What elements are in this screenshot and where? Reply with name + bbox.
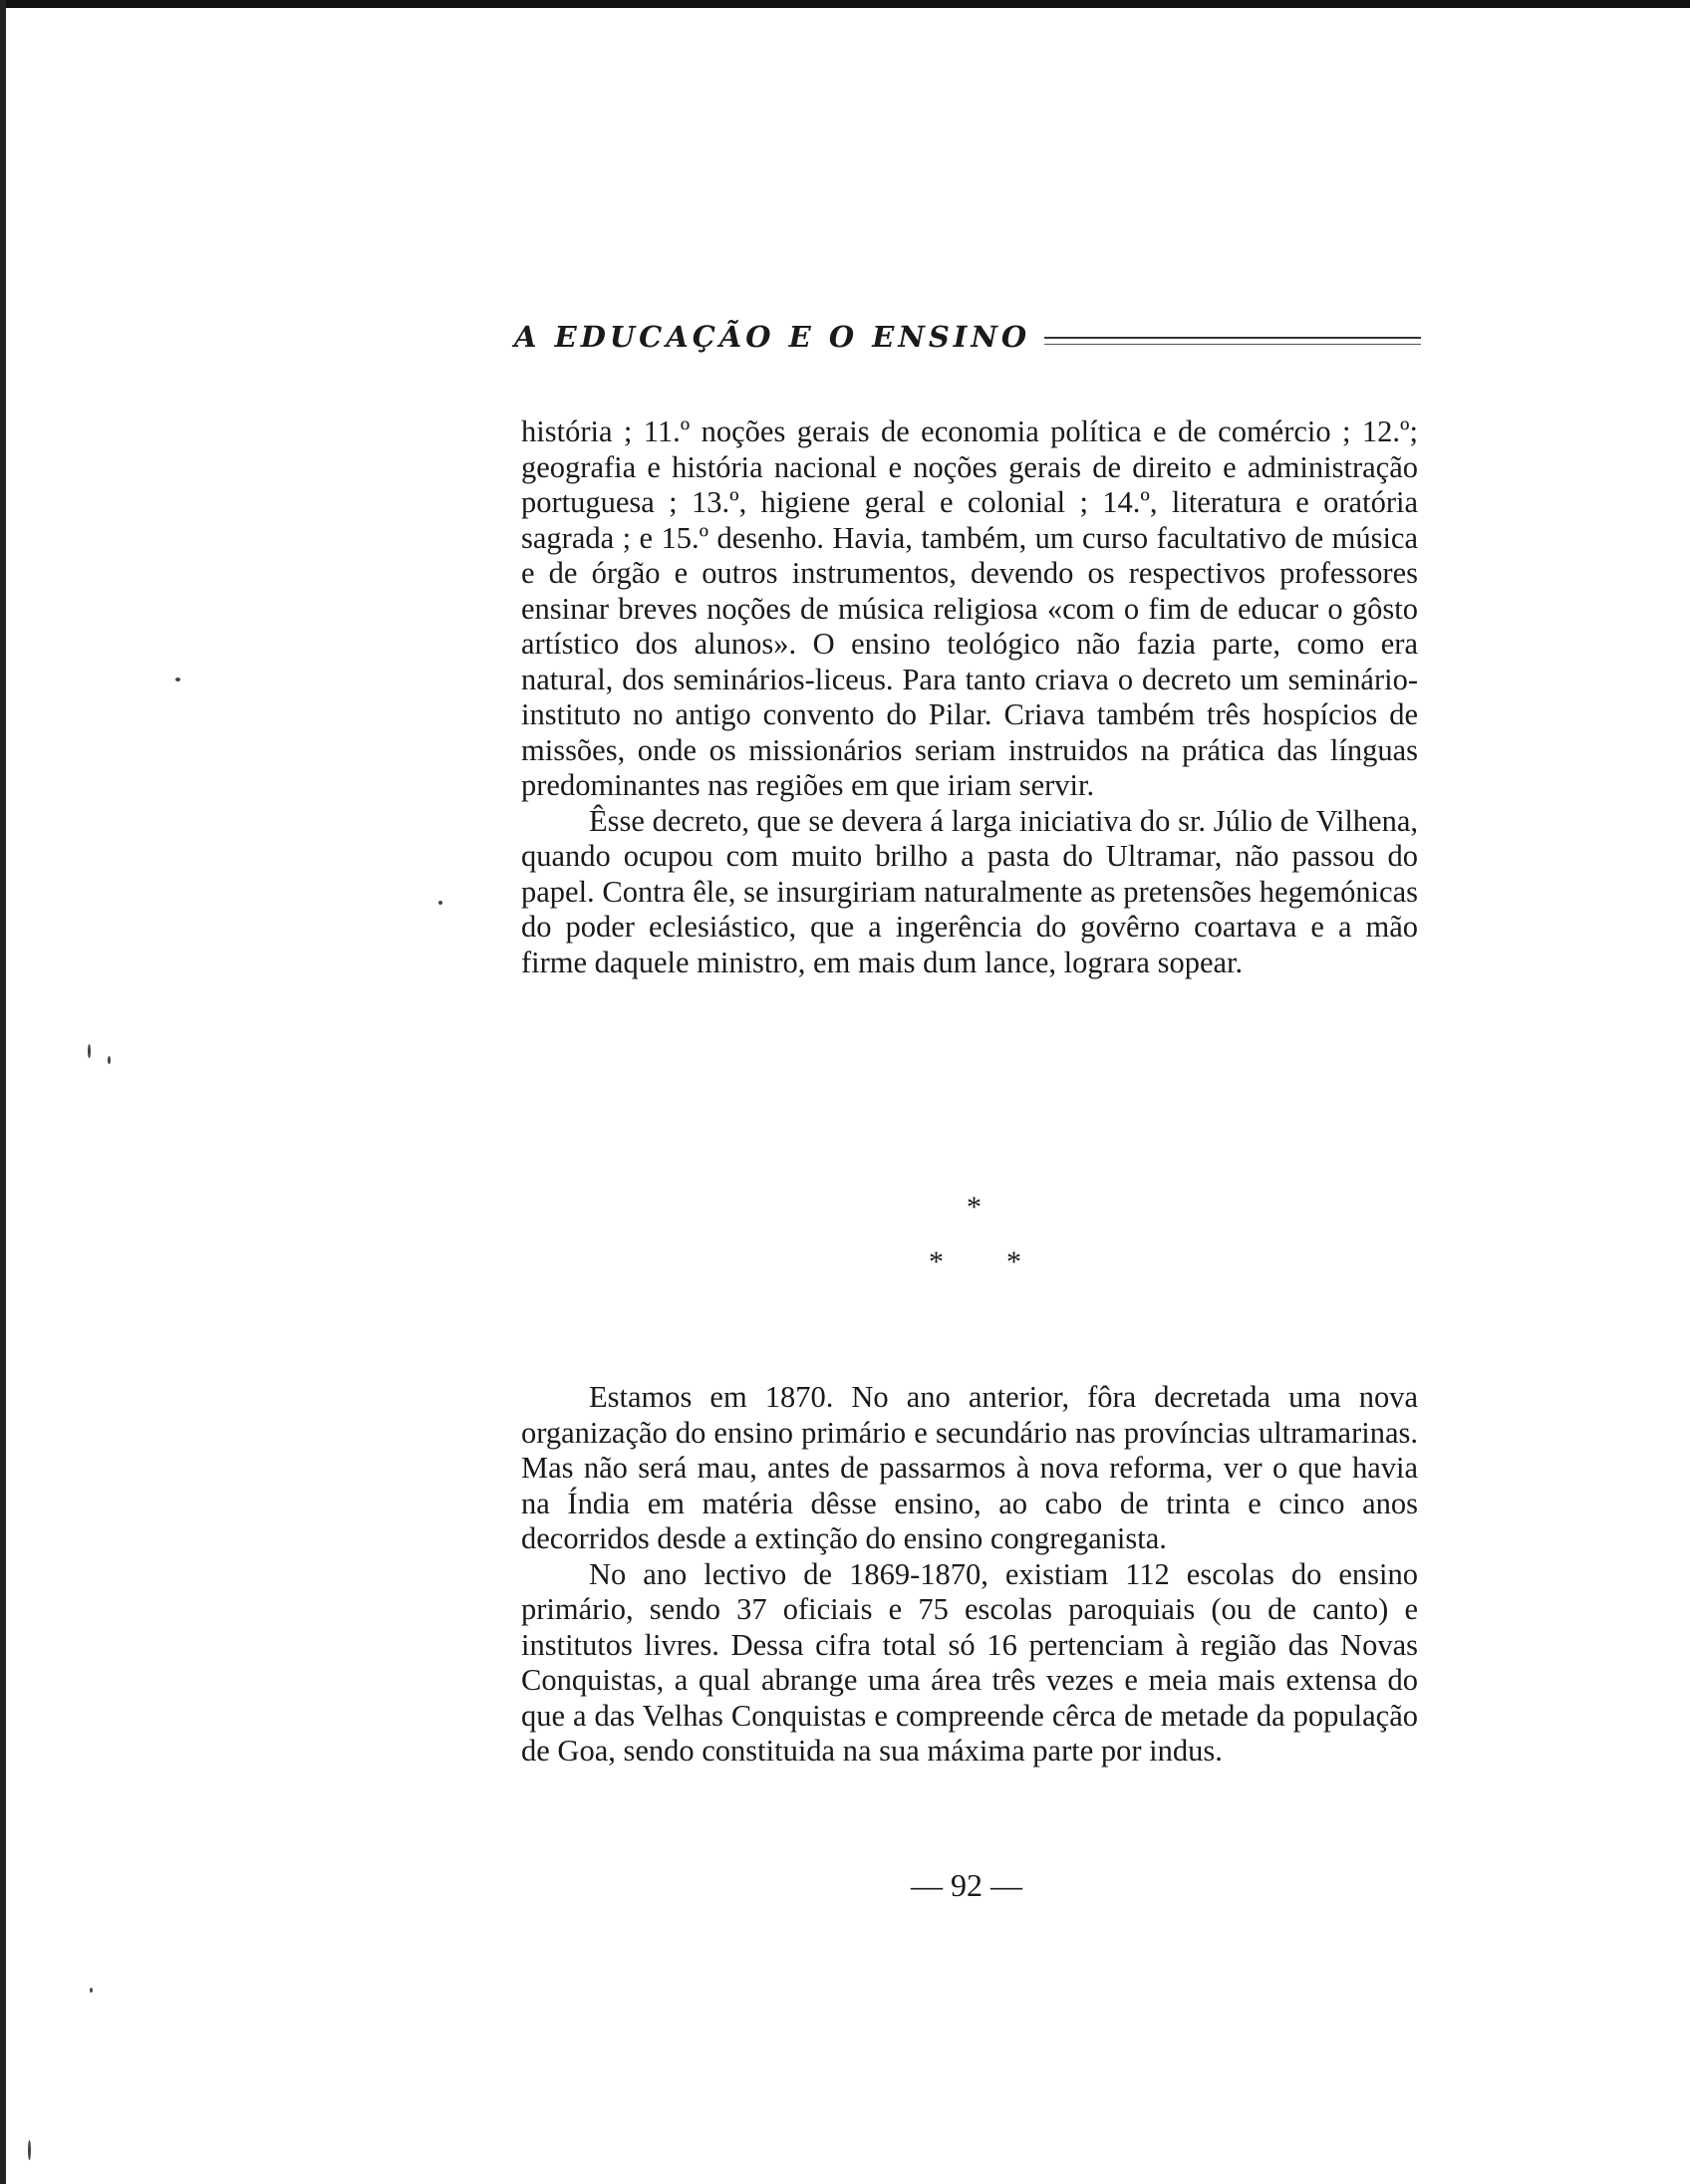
scan-border-top <box>0 0 1690 8</box>
body-text-top <box>521 414 1418 980</box>
paragraph: No ano lectivo de 1869-1870, existiam 112 escolas do ensino primário, sendo 37 oficiais e 75 escolas paroquiais (ou de canto) e institutos livres. Dessa cifra total só 16 pertenciam à região das Novas Conquistas, a qual abrange uma área três vezes e meia mais extensa do que a das Velhas Conquistas e compreende cêrca de metade da população de Goa, sendo constituida na sua máxima parte por indus. <box>521 1556 1418 1768</box>
scan-speck <box>88 1044 91 1058</box>
asterisk: * <box>967 1191 982 1224</box>
asterisk: * <box>1006 1245 1021 1278</box>
body-text-bottom <box>521 1380 1418 1770</box>
header-rule <box>1044 337 1421 345</box>
paragraph: história ; 11.º noções gerais de economia política e de comércio ; 12.º; geografia e história nacional e noções gerais de direito e administração portuguesa ; 13.º, higiene geral e colonial ; 14.º, literatura e oratória sagrada ; e 15.º desenho. Havia, também, um curso facultativo de música e de órgão e outros instrumentos, devendo os respectivos professores ensinar breves noções de música religiosa «com o fim de educar o gôsto artístico dos alunos». O ensino teológico não fazia parte, como era natural, dos seminários-liceus. Para tanto criava o decreto um seminário-instituto no antigo convento do Pilar. Criava também três hospícios de missões, onde os missionários seriam instruidos na prática das línguas predominantes nas regiões em que iriam servir. <box>521 414 1418 802</box>
scan-speck <box>90 1988 93 1993</box>
running-header <box>514 317 1421 357</box>
scan-speck <box>28 2140 31 2160</box>
scan-speck <box>175 678 180 682</box>
scan-border-left <box>0 0 6 2184</box>
scan-speck <box>108 1056 111 1064</box>
page-number: — 92 — <box>911 1867 1022 1903</box>
asterisk: * <box>929 1245 944 1278</box>
paragraph: Êsse decreto, que se devera á larga iniciativa do sr. Júlio de Vilhena, quando ocupou com muito brilho a pasta do Ultramar, não passou do papel. Contra êle, se insurgiriam naturalmente as pretensões hegemónicas do poder eclesiástico, que a ingerência do govêrno coartava e a mão firme daquele ministro, em mais dum lance, lograra sopear. <box>521 803 1418 979</box>
section-separator <box>897 1191 1076 1280</box>
paragraph: Estamos em 1870. No ano anterior, fôra decretada uma nova organização do ensino primário e secundário nas províncias ultramarinas. Mas não será mau, antes de passarmos à nova reforma, ver o que havia na Índia em matéria dêsse ensino, ao cabo de trinta e cinco anos decorridos desde a extinção do ensino congreganista. <box>521 1380 1418 1555</box>
running-header-title: A EDUCAÇÃO E O ENSINO <box>514 320 1031 354</box>
scan-speck <box>438 901 442 905</box>
